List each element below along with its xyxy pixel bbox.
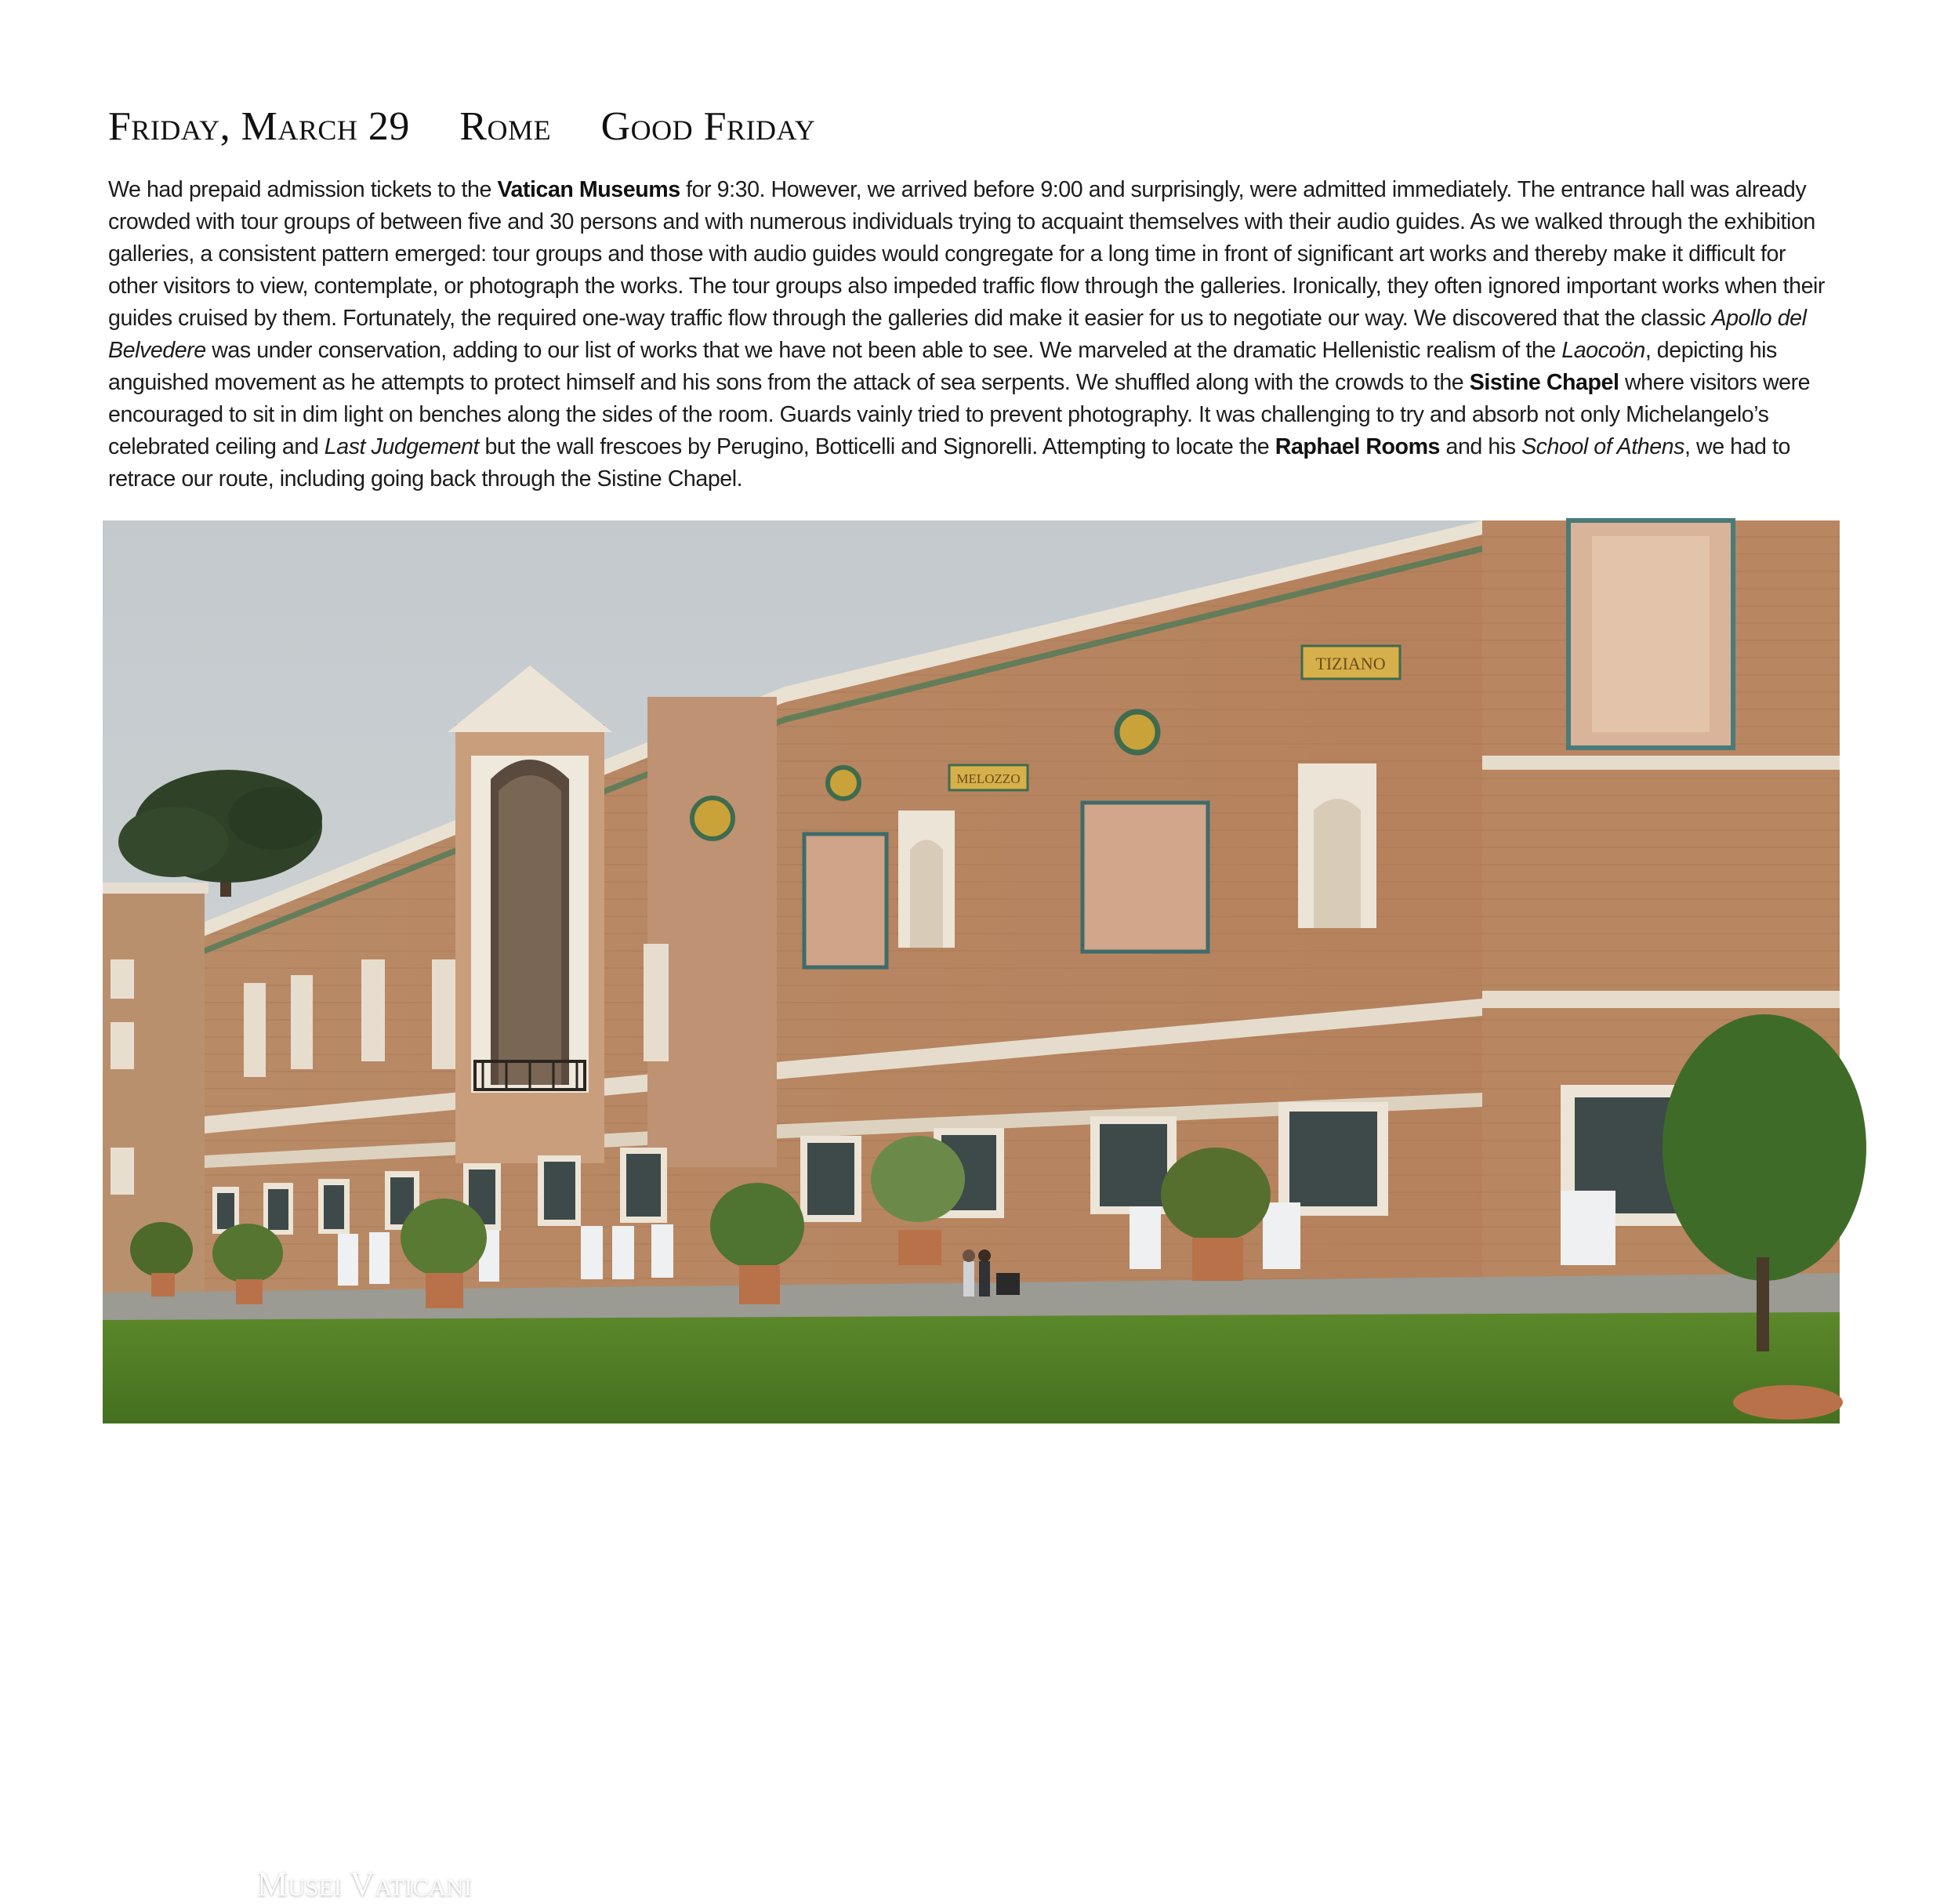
heading-occasion: Good Friday [600, 104, 816, 149]
title-school-of-athens: School of Athens [1521, 434, 1684, 459]
heading-date: Friday, March 29 [108, 104, 410, 149]
inscription-melozzo: MELOZZO [956, 771, 1021, 786]
title-last-judgement: Last Judgement [324, 434, 479, 459]
highlight-vatican-museums: Vatican Museums [497, 177, 680, 202]
title-apollo-del-belvedere: Apollo del Belvedere [108, 306, 1807, 363]
highlight-raphael-rooms: Raphael Rooms [1275, 434, 1441, 459]
inscription-tiziano: TIZIANO [1315, 654, 1386, 673]
photo-illustration [103, 520, 1840, 1423]
title-laocoon: Laocoön [1561, 338, 1645, 363]
text-segment: We had prepaid admission tickets to the [108, 177, 498, 202]
highlight-sistine-chapel: Sistine Chapel [1469, 370, 1619, 395]
text-segment: but the wall frescoes by Perugino, Botticelli and Signorelli. Attempting to locate the [478, 434, 1275, 459]
text-segment: for 9:30. However, we arrived before 9:00 and surprisingly, were admitted immediately. The entrance hall was already crowded with tour groups of between five and 30 persons and with numerous individuals trying to acquaint themselves with their audio guides. As we walked through the exhibition galleries, a consistent pattern emerged: tour groups and those with audio guides would congregate for a long time in front of significant art works and thereby make it difficult for other visitors to view, contemplate, or photograph the works. The tour groups also impeded traffic flow through the galleries. Ironically, they often ignored important works when their guides cruised by them. Fortunately, the required one-way traffic flow through the galleries did make it easier for us to negotiate our way. We discovered that the classic [108, 177, 1825, 331]
lawn [103, 1304, 1840, 1423]
journal-paragraph [108, 174, 1840, 495]
text-segment: and his [1440, 434, 1522, 459]
text-segment: was under conservation, adding to our list of works that we have not been able to see. We marveled at the dramatic Hellenistic realism of the [205, 338, 1562, 363]
page-heading [108, 103, 854, 150]
text-segment: , depicting his anguished movement as he attempts to protect himself and his sons from the attack of sea serpents. We shuffled along with the crowds to the [108, 338, 1777, 395]
photo-caption: Musei Vaticani [257, 1865, 472, 1903]
text-segment: , we had to retrace our route, including going back through the Sistine Chapel. [108, 434, 1790, 491]
text-segment: where visitors were encouraged to sit in dim light on benches along the sides of the room. Guards vainly tried to prevent photography. It was challenging to try and absorb not only Michelangelo’s celebrated ceiling and [108, 370, 1811, 459]
heading-city: Rome [459, 104, 552, 149]
vatican-museum-photo [103, 520, 1840, 1903]
